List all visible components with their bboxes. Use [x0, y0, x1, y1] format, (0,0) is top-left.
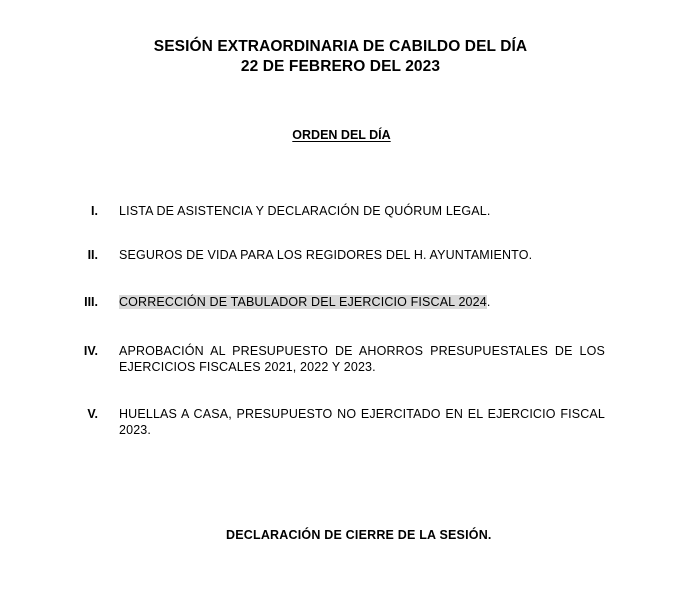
document-title-line-1: SESIÓN EXTRAORDINARIA DE CABILDO DEL DÍA [153, 38, 528, 55]
agenda-heading [0, 127, 685, 143]
agenda-item-text-highlighted [119, 295, 605, 311]
agenda-item-text: APROBACIÓN AL PRESUPUESTO DE AHORROS PRESUPUESTALES DE LOS EJERCICIOS FISCALES 2021, 2022 Y 2023. [119, 344, 605, 374]
agenda-item-text: HUELLAS A CASA, PRESUPUESTO NO EJERCITADO EN EL EJERCICIO FISCAL 2023. [119, 407, 605, 437]
highlighted-selection: CORRECCIÓN DE TABULADOR DEL EJERCICIO FISCAL 2024 [119, 295, 487, 309]
agenda-item-numeral: I. [91, 204, 98, 218]
agenda-item-numeral: IV. [83, 344, 98, 358]
agenda-item-text: LISTA DE ASISTENCIA Y DECLARACIÓN DE QUÓRUM LEGAL. [119, 204, 491, 218]
agenda-item-numeral: V. [87, 407, 98, 421]
agenda-item-numeral: II. [87, 248, 98, 262]
agenda-item-text: SEGUROS DE VIDA PARA LOS REGIDORES DEL H. AYUNTAMIENTO. [119, 248, 533, 262]
document-title-date: 22 DE FEBRERO DEL 2023 [240, 58, 441, 75]
agenda-item-trailing-period: . [486, 295, 491, 309]
agenda-heading-text: ORDEN DEL DÍA [292, 128, 391, 142]
agenda-item-numeral: III. [84, 295, 98, 309]
closing-declaration: DECLARACIÓN DE CIERRE DE LA SESIÓN. [226, 528, 492, 542]
